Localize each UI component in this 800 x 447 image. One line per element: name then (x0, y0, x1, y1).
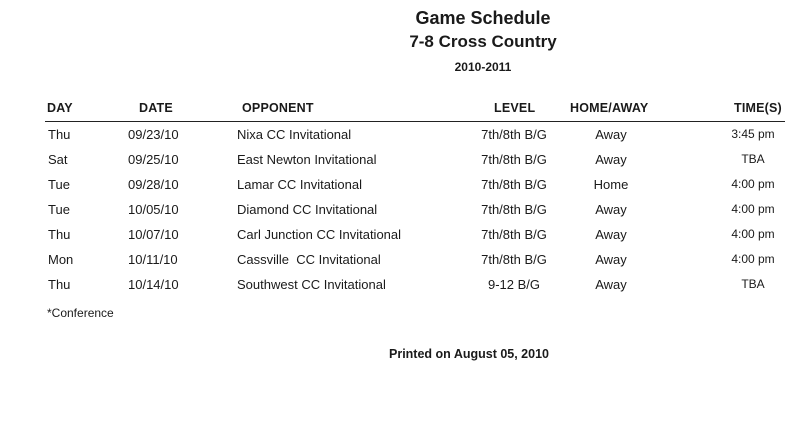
cell-home-away: Home (593, 177, 629, 192)
cell-date: 09/25/10 (128, 152, 179, 167)
cell-home-away: Away (595, 227, 627, 242)
cell-opponent: East Newton Invitational (237, 152, 377, 167)
column-header-level: LEVEL (494, 101, 536, 115)
cell-date: 09/23/10 (128, 127, 179, 142)
table-row (0, 177, 800, 201)
table-row (0, 277, 800, 301)
cell-home-away: Away (595, 202, 627, 217)
cell-date: 10/07/10 (128, 227, 179, 242)
cell-day: Tue (48, 202, 70, 217)
cell-date: 10/14/10 (128, 277, 179, 292)
cell-day: Sat (48, 152, 68, 167)
column-header-times: TIME(S) (734, 101, 782, 115)
cell-day: Thu (48, 127, 71, 142)
cell-home-away: Away (595, 252, 627, 267)
cell-level: 7th/8th B/G (481, 152, 547, 167)
cell-time: 4:00 pm (731, 252, 775, 266)
cell-day: Thu (48, 227, 71, 242)
cell-time: TBA (741, 152, 765, 166)
cell-date: 09/28/10 (128, 177, 179, 192)
printed-date: Printed on August 05, 2010 (389, 347, 549, 361)
cell-level: 7th/8th B/G (481, 202, 547, 217)
cell-date: 10/11/10 (128, 252, 178, 267)
cell-level: 7th/8th B/G (481, 227, 547, 242)
cell-time: TBA (741, 277, 765, 291)
cell-home-away: Away (595, 127, 627, 142)
column-header-opponent: OPPONENT (242, 101, 314, 115)
header-divider (45, 121, 785, 122)
cell-day: Thu (48, 277, 71, 292)
table-row (0, 202, 800, 226)
cell-opponent: Cassville CC Invitational (237, 252, 381, 267)
page-subtitle: 7-8 Cross Country (409, 32, 557, 51)
page-title: Game Schedule (415, 8, 551, 28)
cell-opponent: Nixa CC Invitational (237, 127, 352, 142)
table-row (0, 127, 800, 151)
footnote: *Conference (47, 306, 114, 320)
cell-time: 4:00 pm (731, 177, 775, 191)
season-label: 2010-2011 (454, 60, 512, 74)
table-row (0, 227, 800, 251)
cell-date: 10/05/10 (128, 202, 179, 217)
cell-time: 3:45 pm (731, 127, 775, 141)
cell-day: Tue (48, 177, 70, 192)
cell-level: 9-12 B/G (487, 277, 541, 292)
cell-opponent: Southwest CC Invitational (237, 277, 386, 292)
column-header-day: DAY (47, 101, 73, 115)
cell-level: 7th/8th B/G (481, 252, 547, 267)
cell-day: Mon (48, 252, 74, 267)
cell-home-away: Away (595, 152, 627, 167)
table-row (0, 252, 800, 276)
cell-home-away: Away (595, 277, 627, 292)
cell-opponent: Lamar CC Invitational (237, 177, 362, 192)
column-header-date: DATE (139, 101, 173, 115)
cell-level: 7th/8th B/G (481, 127, 547, 142)
cell-level: 7th/8th B/G (481, 177, 547, 192)
cell-opponent: Carl Junction CC Invitational (237, 227, 402, 242)
cell-opponent: Diamond CC Invitational (237, 202, 378, 217)
column-header-home-away: HOME/AWAY (570, 101, 649, 115)
cell-time: 4:00 pm (731, 202, 775, 216)
table-row (0, 152, 800, 176)
cell-time: 4:00 pm (731, 227, 775, 241)
